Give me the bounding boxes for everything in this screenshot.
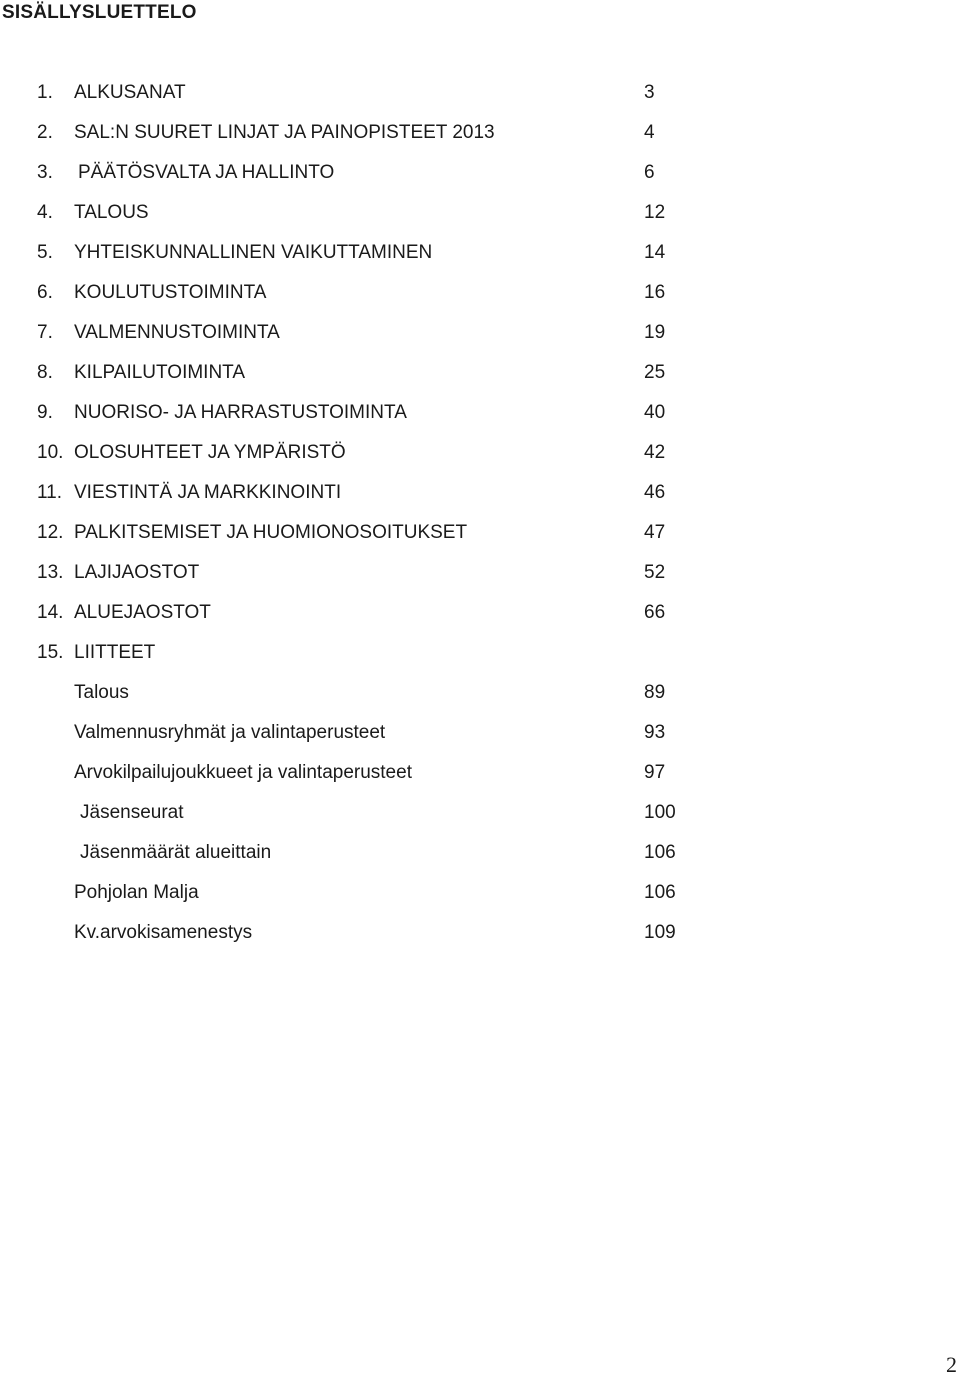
- appendix-entry: [0, 720, 960, 760]
- appendix-entry-page: 109: [644, 922, 676, 943]
- appendix-entry-title: Jäsenseurat: [80, 802, 184, 823]
- toc-entry: [0, 120, 960, 160]
- appendix-entry-page: 106: [644, 842, 676, 863]
- toc-entry: [0, 200, 960, 240]
- toc-entry-title: SAL:N SUURET LINJAT JA PAINOPISTEET 2013: [74, 122, 495, 143]
- toc-entry-number: 7.: [37, 322, 53, 343]
- toc-entry-title: PALKITSEMISET JA HUOMIONOSOITUKSET: [74, 522, 468, 543]
- toc-entry-number: 3.: [37, 162, 53, 183]
- appendix-entry-page: 100: [644, 802, 676, 823]
- toc-entry-title: YHTEISKUNNALLINEN VAIKUTTAMINEN: [74, 242, 433, 263]
- appendix-entry-page: 97: [644, 762, 666, 783]
- toc-entry: [0, 560, 960, 600]
- toc-entry-number: 5.: [37, 242, 53, 263]
- toc-entry-number: 9.: [37, 402, 53, 423]
- toc-entry-page: 42: [644, 442, 666, 463]
- toc-entry-title: TALOUS: [74, 202, 149, 223]
- toc-entry: [0, 160, 960, 200]
- toc-entry: [0, 280, 960, 320]
- toc-entry-title: OLOSUHTEET JA YMPÄRISTÖ: [74, 442, 346, 463]
- toc-entry-title: NUORISO- JA HARRASTUSTOIMINTA: [74, 402, 407, 423]
- appendix-entry-title: Arvokilpailujoukkueet ja valintaperusteet: [74, 762, 412, 783]
- appendix-entry-page: 106: [644, 882, 676, 903]
- toc-entry: [0, 320, 960, 360]
- toc-entry: [0, 600, 960, 640]
- toc-entry-title: LAJIJAOSTOT: [74, 562, 200, 583]
- toc-entry-page: 66: [644, 602, 666, 623]
- toc-entry-number: 2.: [37, 122, 53, 143]
- toc-entry: [0, 240, 960, 280]
- toc-entry-page: 47: [644, 522, 666, 543]
- toc-entry-number: 6.: [37, 282, 53, 303]
- toc-entry-number: 11.: [37, 482, 63, 503]
- toc-entry-page: 25: [644, 362, 666, 383]
- toc-entry-page: 19: [644, 322, 666, 343]
- toc-entry-page: 14: [644, 242, 666, 263]
- toc-entry: [0, 520, 960, 560]
- toc-entry-title: VALMENNUSTOIMINTA: [74, 322, 280, 343]
- toc-entry-number: 10.: [37, 442, 64, 463]
- page-number: 2: [946, 1352, 957, 1377]
- toc-entry-page: 52: [644, 562, 666, 583]
- toc-entry-title: PÄÄTÖSVALTA JA HALLINTO: [78, 162, 335, 183]
- toc-entry-title: KOULUTUSTOIMINTA: [74, 282, 267, 303]
- toc-entry-title: ALKUSANAT: [74, 82, 186, 103]
- appendix-entry: [0, 880, 960, 920]
- appendix-entry: [0, 800, 960, 840]
- appendix-entry-page: 89: [644, 682, 666, 703]
- appendix-entry-title: Talous: [74, 682, 129, 703]
- appendix-entry-title: Jäsenmäärät alueittain: [80, 842, 272, 863]
- toc-entry-page: 3: [644, 82, 655, 103]
- toc-entry: [0, 400, 960, 440]
- appendix-entry-page: 93: [644, 722, 666, 743]
- toc-entry-title: KILPAILUTOIMINTA: [74, 362, 246, 383]
- page-title: SISÄLLYSLUETTELO: [2, 2, 197, 23]
- toc-entry-page: 12: [644, 202, 666, 223]
- toc-entry-page: 46: [644, 482, 666, 503]
- appendix-entry-title: Pohjolan Malja: [74, 882, 199, 903]
- toc-entry-page: 40: [644, 402, 666, 423]
- appendix-entry: [0, 680, 960, 720]
- toc-entry: [0, 480, 960, 520]
- toc-entry-number: 14.: [37, 602, 64, 623]
- appendix-entry: [0, 760, 960, 800]
- appendix-entry: [0, 920, 960, 960]
- toc-entry-number: 13.: [37, 562, 64, 583]
- toc-entry: [0, 80, 960, 120]
- toc-entry-page: 6: [644, 162, 655, 183]
- toc-entry: [0, 440, 960, 480]
- toc-entry-title: ALUEJAOSTOT: [74, 602, 211, 623]
- toc-entry-page: 4: [644, 122, 655, 143]
- appendix-entry-title: Kv.arvokisamenestys: [74, 922, 253, 943]
- toc-entry-number: 15.: [37, 642, 64, 663]
- toc-entry-number: 8.: [37, 362, 53, 383]
- toc-entry: [0, 640, 960, 680]
- toc-entry-page: 16: [644, 282, 666, 303]
- toc-entry: [0, 360, 960, 400]
- appendix-entry-title: Valmennusryhmät ja valintaperusteet: [74, 722, 386, 743]
- toc-entry-title: VIESTINTÄ JA MARKKINOINTI: [74, 482, 342, 503]
- toc-entry-number: 4.: [37, 202, 53, 223]
- toc-entry-number: 1.: [37, 82, 53, 103]
- toc-entry-title: LIITTEET: [74, 642, 156, 663]
- appendix-entry: [0, 840, 960, 880]
- toc-entry-number: 12.: [37, 522, 64, 543]
- table-of-contents: [0, 80, 960, 960]
